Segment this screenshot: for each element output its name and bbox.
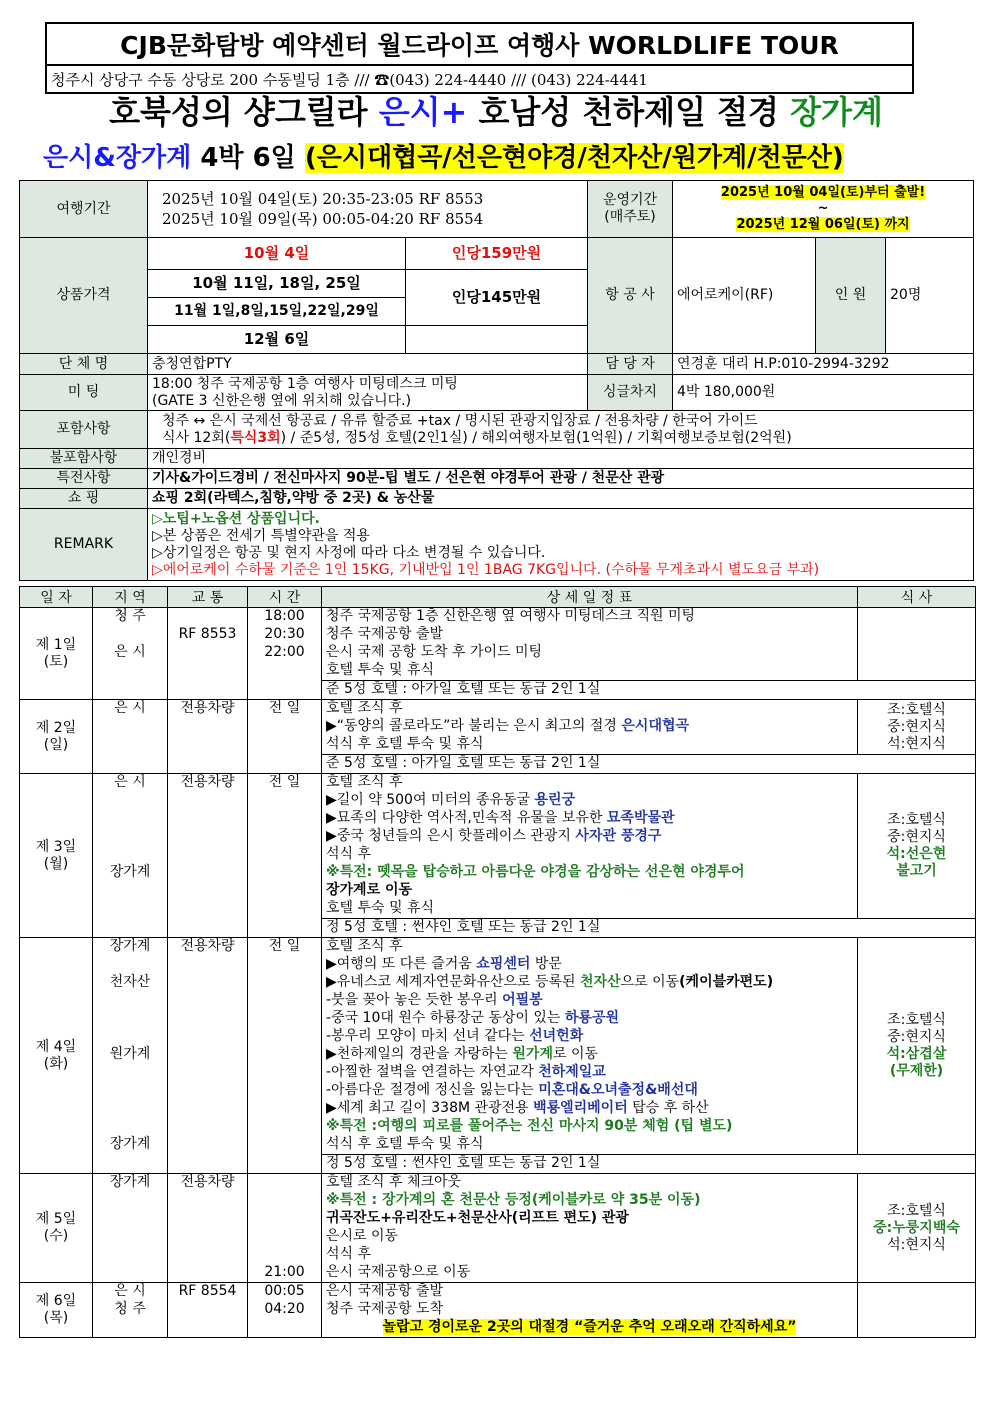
main-title: 호북성의 샹그릴라 은시+ 호남성 천하제일 절경 장가계 [109, 93, 883, 131]
day-1-detail: 청주 국제공항 1층 신한은행 옆 여행사 미팅데스크 직원 미팅 청주 국제공항 출발 은시 국제 공항 도착 후 가이드 미팅 호텔 투숙 및 휴식 [322, 608, 858, 681]
day-1-region: 청 주 은 시 [93, 608, 168, 700]
day-3-region: 은 시 장가계 [93, 774, 168, 938]
price-date-1: 10월 4일 [148, 238, 406, 270]
closing-message: 놀랍고 경이로운 2곳의 대절경 “즐거운 추억 오래오래 간직하세요” [382, 1319, 797, 1335]
day-2-time: 전 일 [248, 700, 322, 774]
header-region: 지 역 [93, 587, 168, 608]
day-2-row [20, 700, 976, 755]
day-1-hotel: 준 5성 호텔 : 아가일 호텔 또는 동급 2인 1실 [322, 681, 976, 700]
day-5-label: 제 5일 (수) [20, 1174, 93, 1283]
special-label: 특전사항 [20, 469, 148, 489]
header-date: 일 자 [20, 587, 93, 608]
header-time: 시 간 [248, 587, 322, 608]
day-2-label: 제 2일 (일) [20, 700, 93, 774]
group-label: 단 체 명 [20, 354, 148, 375]
day-4-time: 전 일 [248, 938, 322, 1174]
day-5-transport: 전용차량 [168, 1174, 248, 1283]
excluded-items: 개인경비 [148, 449, 974, 469]
day-5-region: 장가계 [93, 1174, 168, 1283]
day-3-time: 전 일 [248, 774, 322, 938]
day-5-detail: 호텔 조식 후 체크아웃 ※특전 : 장가계의 혼 천문산 등정(케이블카로 약 35분 이동) 귀곡잔도+유리잔도+천문산사(리프트 편도) 관광 은시로 이동 석식 후 은시 국제공항으로 이동 [322, 1174, 858, 1283]
day-6-label: 제 6일 (목) [20, 1283, 93, 1338]
day-6-region: 은 시 청 주 [93, 1283, 168, 1338]
sub-title: 은시&장가계 4박 6일 (은시대협곡/선은현야경/천자산/원가계/천문산) [43, 143, 844, 173]
day-4-hotel: 정 5성 호텔 : 썬샤인 호텔 또는 동급 2인 1실 [322, 1155, 976, 1174]
agency-name: CJB문화탐방 예약센터 월드라이프 여행사 WORLDLIFE TOUR [47, 24, 912, 66]
day-4-row [20, 938, 976, 1155]
day-1-transport: RF 8553 [168, 608, 248, 700]
day-3-hotel: 정 5성 호텔 : 썬샤인 호텔 또는 동급 2인 1실 [322, 919, 976, 938]
price-empty-cell [406, 326, 588, 354]
day-4-detail: 호텔 조식 후 ▶여행의 또 다른 즐거움 쇼핑센터 방문 ▶유네스코 세계자연문화유산으로 등록된 천자산으로 이동(케이블카편도) -붓을 꽂아 놓은 듯한 봉우리 어필봉 -중국 10대 원수 하룡장군 동상이 있는 하룡공원 -봉우리 모양이 마치 선녀 같다는 선녀헌화 ▶천하제일의 경관을 자랑하는 원가계로 이동 -아찔한 절벽을 연결하는 자연교각 천하제일교 -아름다운 절경에 정신을 잃는다는 미혼대&오녀출정&배선대 ▶세계 최고 길이 338M 관광전용 백룡엘리베이터 탑승 후 하산 ※특전 :여행의 피로를 풀어주는 전신 마사지 90분 체험 (팁 별도) 석식 후 호텔 투숙 및 휴식 [322, 938, 858, 1155]
day-1-row [20, 608, 976, 681]
excluded-label: 불포함사항 [20, 449, 148, 469]
price-1: 인당159만원 [406, 238, 588, 270]
day-3-transport: 전용차량 [168, 774, 248, 938]
day-1-label: 제 1일 (토) [20, 608, 93, 700]
day-1-time: 18:00 20:30 22:00 [248, 608, 322, 700]
remarks: ▷노팁+노옵션 상품입니다. ▷본 상품은 전세기 특별약관을 적용 ▷상기일정은 항공 및 현지 사정에 따라 다소 변경될 수 있습니다. ▷에어로케이 수하물 기준은 1인 15KG, 기내반입 1인 1BAG 7KG입니다. (수하물 무게초과시 별도요금 부과) [148, 509, 974, 581]
day-4-region: 장가계 천자산 원가계 장가계 [93, 938, 168, 1174]
day-1-meal [858, 608, 976, 681]
header-detail: 상 세 일 정 표 [322, 587, 858, 608]
group-name: 충청연합PTY [148, 354, 588, 375]
operating-period: 2025년 10월 04일(토)부터 출발! ~ 2025년 12월 06일(토) 까지 [673, 181, 974, 238]
schedule-table [19, 586, 976, 1338]
price-date-3: 11월 1일,8일,15일,22일,29일 [148, 298, 406, 326]
people-count: 20명 [886, 238, 974, 354]
people-label: 인 원 [816, 238, 886, 354]
price-date-2: 10월 11일, 18일, 25일 [148, 270, 406, 298]
day-4-label: 제 4일 (화) [20, 938, 93, 1174]
period-label: 여행기간 [20, 181, 148, 238]
day-3-meal: 조:호텔식 중:현지식 석:선은현 불고기 [858, 774, 976, 919]
day-6-meal [858, 1283, 976, 1338]
day-6-time: 00:05 04:20 [248, 1283, 322, 1338]
agency-header [45, 22, 914, 94]
day-2-meal: 조:호텔식 중:현지식 석:현지식 [858, 700, 976, 755]
day-4-transport: 전용차량 [168, 938, 248, 1174]
day-6-row [20, 1283, 976, 1338]
included-label: 포함사항 [20, 411, 148, 449]
header-meal: 식 사 [858, 587, 976, 608]
special-items: 기사&가이드경비 / 전신마사지 90분-팁 별도 / 선은현 야경투어 관광 / 천문산 관광 [148, 469, 974, 489]
manager-label: 담 당 자 [588, 354, 673, 375]
price-2: 인당145만원 [406, 270, 588, 326]
day-5-row [20, 1174, 976, 1283]
day-3-detail: 호텔 조식 후 ▶길이 약 500여 미터의 종유동굴 용린궁 ▶묘족의 다양한 역사적,민속적 유물을 보유한 묘족박물관 ▶중국 청년들의 은시 핫플레이스 관광지 사자관 풍경구 석식 후 ※특전: 뗏목을 탑승하고 아름다운 야경을 감상하는 선은현 야경투어 장가계로 이동 호텔 투숙 및 휴식 [322, 774, 858, 919]
single-charge: 4박 180,000원 [673, 375, 974, 411]
day-3-row [20, 774, 976, 919]
day-2-region: 은 시 [93, 700, 168, 774]
operating-label: 운영기간 (매주토) [588, 181, 673, 238]
single-charge-label: 싱글차지 [588, 375, 673, 411]
airline: 에어로케이(RF) [673, 238, 816, 354]
price-label: 상품가격 [20, 238, 148, 354]
airline-label: 항 공 사 [588, 238, 673, 354]
shopping-items: 쇼핑 2회(라텍스,침향,약방 중 2곳) & 농산물 [148, 489, 974, 509]
travel-period: 2025년 10월 04일(토) 20:35-23:05 RF 8553 2025년 10월 09일(목) 00:05-04:20 RF 8554 [148, 181, 588, 238]
included-items: 청주 ↔ 은시 국제선 항공료 / 유류 할증료 +tax / 명시된 관광지입장료 / 전용차량 / 한국어 가이드 식사 12회(특식3회) / 준5성, 정5성 호텔(2인1실) / 해외여행자보험(1억원) / 기획여행보증보험(2억원) [148, 411, 974, 449]
day-5-time: 21:00 [248, 1174, 322, 1283]
day-2-transport: 전용차량 [168, 700, 248, 774]
day-6-transport: RF 8554 [168, 1283, 248, 1338]
info-table [19, 180, 974, 581]
day-6-detail: 은시 국제공항 출발 청주 국제공항 도착 놀랍고 경이로운 2곳의 대절경 “즐거운 추억 오래오래 간직하세요” [322, 1283, 858, 1338]
day-2-hotel: 준 5성 호텔 : 아가일 호텔 또는 동급 2인 1실 [322, 755, 976, 774]
meeting-label: 미 팅 [20, 375, 148, 411]
price-date-4: 12월 6일 [148, 326, 406, 354]
header-transport: 교 통 [168, 587, 248, 608]
day-2-detail: 호텔 조식 후 ▶“동양의 콜로라도”라 불리는 은시 최고의 절경 은시대협곡 석식 후 호텔 투숙 및 휴식 [322, 700, 858, 755]
shopping-label: 쇼 핑 [20, 489, 148, 509]
day-3-label: 제 3일 (월) [20, 774, 93, 938]
day-4-meal: 조:호텔식 중:현지식 석:삼겹살 (무제한) [858, 938, 976, 1155]
agency-address: 청주시 상당구 수동 상당로 200 수동빌딩 1층 /// ☎(043) 224-4440 /// (043) 224-4441 [51, 70, 648, 89]
manager: 연경훈 대리 H.P:010-2994-3292 [673, 354, 974, 375]
day-5-meal: 조:호텔식 중:누룽지백숙 석:현지식 [858, 1174, 976, 1283]
remark-label: REMARK [20, 509, 148, 581]
meeting-info: 18:00 청주 국제공항 1층 여행사 미팅데스크 미팅 (GATE 3 신한은행 옆에 위치해 있습니다.) [148, 375, 588, 411]
